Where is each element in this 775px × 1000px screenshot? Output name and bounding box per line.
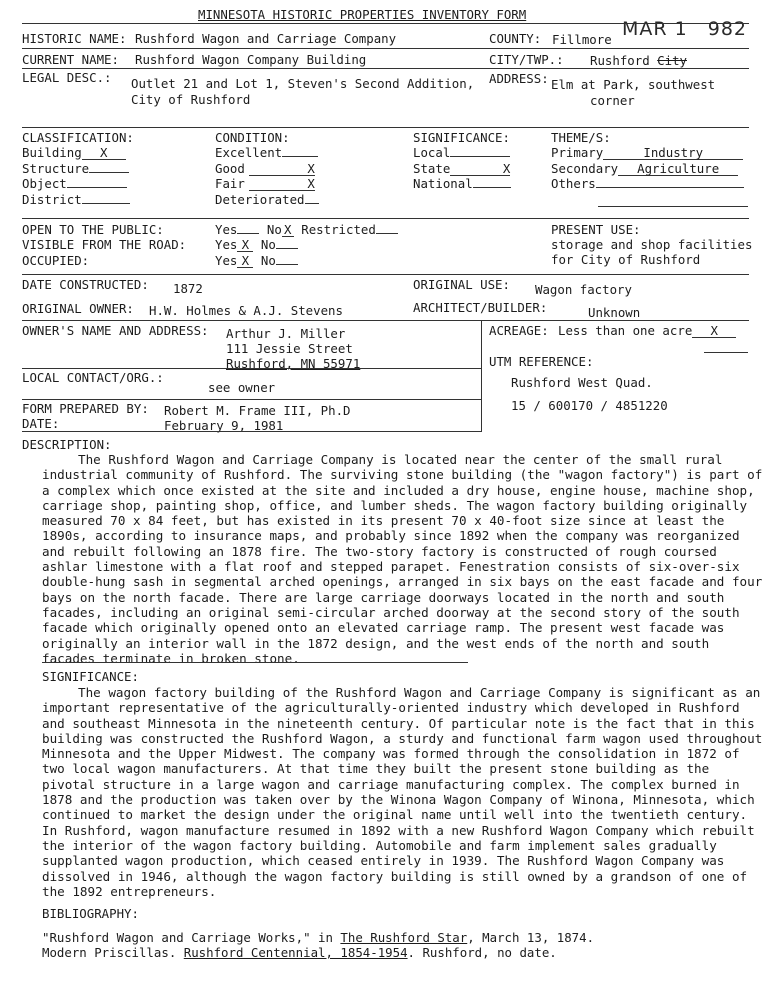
- theme-primary: Primary Industry: [551, 145, 743, 160]
- visible-road-values: Yes X No: [215, 237, 298, 252]
- architect-value: Unknown: [588, 305, 641, 320]
- original-owner-value: H.W. Holmes & A.J. Stevens: [149, 303, 343, 318]
- open-public-label: OPEN TO THE PUBLIC:: [22, 222, 164, 237]
- class-object: Object: [22, 176, 127, 191]
- sig-national: National: [413, 176, 511, 191]
- acreage-label: ACREAGE:: [489, 323, 549, 338]
- date-label: DATE:: [22, 416, 60, 431]
- occupied-label: OCCUPIED:: [22, 253, 90, 268]
- condition-header: CONDITION:: [215, 130, 290, 145]
- sig-local: Local: [413, 145, 510, 160]
- significance-header: SIGNIFICANCE:: [413, 130, 510, 145]
- class-building: Building X: [22, 145, 126, 160]
- legal-desc-line2: City of Rushford: [131, 92, 251, 107]
- sig-state: State X: [413, 161, 511, 176]
- significance-text: The wagon factory building of the Rushford Wagon and Carriage Company is significant as an important representative of the agriculturally-oriented industry which developed in Rushford and southeast Minnesota in the nineteenth century. Of particular note is the fact that in this building was constructed the Rushford Wagon, a sturdy and functional farm wagon used throughout Minnesota and the Upper Midwest. The company was formed through the consolidation in 1872 of two local wagon manufacturers. At that time they built the present stone building as the pivotal structure in a large wagon and carriage manufacturing complex. The complex burned in 1878 and the production was taken over by the Winona Wagon Company of Winona, Minnesota, which continued to market the design under the original name until well into the twentieth century. In Rushford, wagon manufacture resumed in 1892 with a new Rushford Wagon Company which rebuilt the interior of the wagon factory building. Automobile and farm implement sales gradually supplanted wagon production, which ceased entirely in 1939. The Rushford Wagon Company was dissolved in 1946, although the wagon factory building is still owned by a grandson of one of the 1892 entrepreneurs.: [42, 685, 763, 899]
- architect-label: ARCHITECT/BUILDER:: [413, 300, 548, 315]
- address-label: ADDRESS:: [489, 71, 549, 86]
- theme-secondary: Secondary Agriculture: [551, 161, 738, 176]
- present-use-line1: storage and shop facilities: [551, 237, 753, 252]
- county-value: Fillmore: [552, 32, 612, 47]
- occupied-values: Yes X No: [215, 253, 298, 268]
- visible-road-label: VISIBLE FROM THE ROAD:: [22, 237, 187, 252]
- historic-name-value: Rushford Wagon and Carriage Company: [135, 31, 397, 46]
- acreage-value: Less than one acre X: [558, 323, 736, 338]
- significance-label: SIGNIFICANCE:: [42, 669, 139, 684]
- cond-good: Good X: [215, 161, 315, 176]
- owner-city: Rushford, MN 55971: [226, 356, 361, 371]
- class-structure: Structure: [22, 161, 129, 176]
- original-owner-label: ORIGINAL OWNER:: [22, 301, 134, 316]
- prepared-by-label: FORM PREPARED BY:: [22, 401, 149, 416]
- utm-quad: Rushford West Quad.: [511, 375, 653, 390]
- current-name-value: Rushford Wagon Company Building: [135, 52, 367, 67]
- county-label: COUNTY:: [489, 31, 542, 46]
- city-value: Rushford City: [590, 53, 687, 68]
- open-public-values: Yes No X Restricted: [215, 222, 398, 237]
- bibliography-entry-2: Modern Priscillas. Rushford Centennial, 1854-1954. Rushford, no date.: [42, 945, 557, 960]
- current-name-label: CURRENT NAME:: [22, 52, 119, 67]
- local-contact-label: LOCAL CONTACT/ORG.:: [22, 370, 164, 385]
- present-use-label: PRESENT USE:: [551, 222, 641, 237]
- owner-name: Arthur J. Miller: [226, 326, 346, 341]
- description-label: DESCRIPTION:: [22, 437, 112, 452]
- description-text: The Rushford Wagon and Carriage Company is located near the center of the small rural industrial community of Rushford. The surviving stone building (the "wagon factory") is part of a complex which once existed at the site and included a dry house, engine house, machine shop, carriage shop, painting shop, office, and lumber sheds. The wagon factory building originally measured 70 x 84 feet, but has existed in its present 70 x 40-foot size since at least the 1890s, according to insurance maps, and probably since 1892 when the company was reorganized and rebuilt following an 1878 fire. The two-story factory is constructed of rough coursed ashlar limestone with a flat roof and stepped parapet. Fenestration consists of six-over-six double-hung sash in segmental arched openings, arranged in six bays on the east facade and four bays on the north facade. There are large carriage doorways located in the north and south facades, including an original semi-circular arched doorway at the second story of the south facade which originally opened onto an elevated carriage ramp. The present west facade was originally an interior wall in the 1872 design, and the west ends of the north and south facades terminate in broken stone.: [42, 452, 763, 666]
- owner-address-label: OWNER'S NAME AND ADDRESS:: [22, 323, 209, 338]
- utm-label: UTM REFERENCE:: [489, 354, 594, 369]
- city-label: CITY/TWP.:: [489, 52, 564, 67]
- bibliography-entry-1: "Rushford Wagon and Carriage Works," in The Rushford Star, March 13, 1874.: [42, 930, 595, 945]
- date-constructed-value: 1872: [173, 281, 203, 296]
- present-use-line2: for City of Rushford: [551, 252, 701, 267]
- utm-coords: 15 / 600170 / 4851220: [511, 398, 668, 413]
- address-line2: corner: [590, 93, 635, 108]
- cond-excellent: Excellent: [215, 145, 318, 160]
- cond-fair: Fair X: [215, 176, 315, 191]
- local-contact-value: see owner: [208, 380, 276, 395]
- form-title: MINNESOTA HISTORIC PROPERTIES INVENTORY FORM: [198, 7, 527, 22]
- date-value: February 9, 1981: [164, 418, 284, 433]
- original-use-label: ORIGINAL USE:: [413, 277, 510, 292]
- legal-desc-line1: Outlet 21 and Lot 1, Steven's Second Addition,: [131, 76, 475, 91]
- historic-name-label: HISTORIC NAME:: [22, 31, 127, 46]
- theme-header: THEME/S:: [551, 130, 611, 145]
- classification-header: CLASSIFICATION:: [22, 130, 134, 145]
- received-date-stamp: MAR 1 982: [622, 18, 747, 40]
- cond-deteriorated: Deteriorated: [215, 192, 319, 207]
- original-use-value: Wagon factory: [535, 282, 632, 297]
- owner-street: 111 Jessie Street: [226, 341, 353, 356]
- legal-desc-label: LEGAL DESC.:: [22, 70, 112, 85]
- theme-others: Others: [551, 176, 744, 191]
- bibliography-label: BIBLIOGRAPHY:: [42, 906, 139, 921]
- address-line1: Elm at Park, southwest: [551, 77, 716, 92]
- class-district: District: [22, 192, 130, 207]
- date-constructed-label: DATE CONSTRUCTED:: [22, 277, 149, 292]
- prepared-by-value: Robert M. Frame III, Ph.D: [164, 403, 351, 418]
